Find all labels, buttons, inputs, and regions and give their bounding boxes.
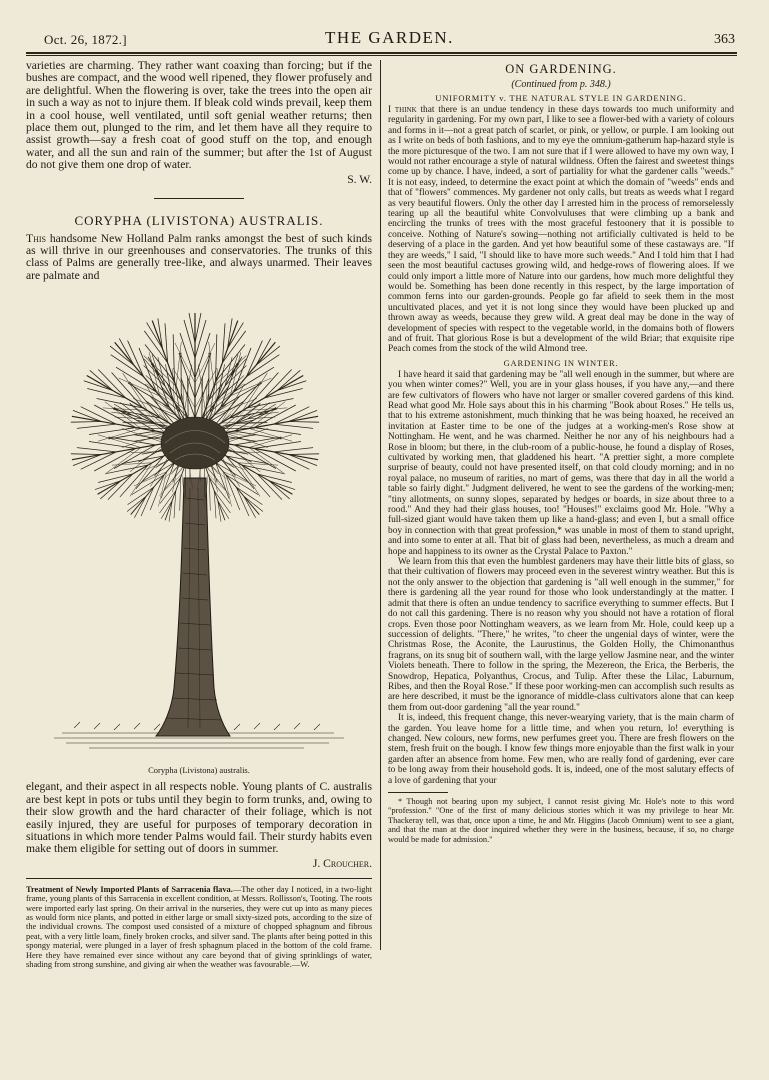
uniformity-paragraph [388, 105, 734, 355]
subhead-uniformity: UNIFORMITY v. THE NATURAL STYLE IN GARDENING. [435, 93, 687, 103]
on-gardening-title: ON GARDENING. [505, 62, 617, 76]
article-lead-word: This [26, 231, 46, 245]
page-number: 363 [714, 32, 735, 47]
note-rule [26, 878, 372, 879]
figure-caption: Corypha (Livistona) australis. [148, 765, 250, 776]
right-column [388, 60, 734, 844]
section-rule [154, 198, 244, 199]
header-rule [26, 52, 737, 54]
journal-title: THE GARDEN. [325, 28, 454, 47]
sarracenia-note [26, 885, 372, 970]
note-title: Treatment of Newly Imported Plants of Sarracenia flava. [26, 884, 233, 894]
article-paragraph-2: elegant, and their aspect in all respects noble. Young plants of C. australis are best kept in pots or tubs until they begin to form trunks, and, owing to their slow growth and the hard character of their foliage, which is not easily injured, they are useful for purposes of temporary decoration in situations in which more tender Palms would fail. Their sturdy habits even make them eligible for setting out of doors in summer. [26, 780, 372, 856]
footnote: * Though not bearing upon my subject, I cannot resist giving Mr. Hole's note to this word "profession." "One of the first of many delicious stories which it was my privilege to hear Mr. Thackeray tell, was that, once upon a time, he and Mr. Higgins (Jacob Omnium) went to see a giant, and that the man at the door inquired whether they were in the business, because, if so, no charge would be made for admission." [388, 797, 734, 844]
uniformity-lead-word: I think [388, 105, 417, 115]
intro-signature: S. W. [347, 172, 372, 186]
left-column [26, 60, 372, 969]
column-divider [380, 60, 381, 950]
note-text: —The other day I noticed, in a two-light frame, young plants of this Sarracenia in excellent condition, at Messrs. Rollisson's, Tooting. The roots were imported early last spring. On their arrival in the nurseries, they were cut up into as many pieces as would form nice plants, and potted in either large or small sixty-sized pots, according to the size of the individual crowns. The compost used consisted of a mixture of chopped sphagnum and fibrous peat, with a very little loam, finely broken crocks, and silver sand. The plants after being potted in this spongy material, were plunged in a layer of fresh sphagnum placed in the bottom of the cold frame. Here they have remained ever since without any care beyond that of giving sprinklings of water, shading from strong sunshine, and giving air when the weather was favourable.—W. [26, 884, 372, 969]
uniformity-text: that there is an undue tendency in these days towards too much uniformity and regularity in gardening. For my own part, I like to see a flower-bed with a variety of colours and forms in it—not a great patch of scarlet, or pink, or yellow, or purple. I am looking out as I write on beds of both fashions, and to my eye the omnium-gatherum hap-hazard style is the more picturesque of the two. I am not sure that if I were allowed to have my own way, I would not rather encourage a style of natural wildness. Often the fairest and sweetest things come up by chance. I have, indeed, a sort of partiality for what the gardener calls "weeds." It is not easy, indeed, to determine the exact point at which the domain of "weeds" ends and that of "flowers" commences. My gardener not only calls, but treats as weeds what I regard as very beautiful flowers. Only the other day I arrested him in the process of remorselessly tearing up all the beautiful white Convolvuluses that were climbing up a bank and encircling the trunks of trees with the most graceful festoonery that it is possible to conceive. Nothing of Nature's sowing—nothing not artificially cultivated is held to be deserving of a place in the garden. And yet how beautiful some of these castaways are. "If they are weeds," I said, "I should like to have more such weeds." And I told him that I had seen the most beautiful cactuses growing wild, and hedge-rows of flowering aloes. If we could only import a little more of Nature into our gardens, how much more delightful they would be. Something has been done recently in this respect, by the large importation of common ferns into our garden-grounds. People go far afield to seek them in the most uncultivated places, and yet it is not long since they would have been plucked up and thrown away as weeds, because they grew wild. A great deal may be done in the way of development of species with respect to the vegetable world, in the domains both of flowers and of fruit. That glorious Rose is but a development of the wild Briar; that exquisite ripe Peach comes from the stock of the wild Almond tree. [388, 105, 734, 355]
winter-paragraph-2: We learn from this that even the humblest gardeners may have their little bits of glass, so that their cultivation of flowers may proceed even in the severest wintry weather. But this is not the only answer to the objection that gardening is "all well enough in the summer," for there is gardening all the year round for those who look understandingly at the matter. I admit that there is often an undue tendency to sacrifice everything to summer effects. But I do not call this gardening. There is no reason why you should not have a rotation of floral crops. Even those poor Nottingham weavers, as we learn from Mr. Hole, could keep up a succession of delights. "There," he writes, "to cheer the ungenial days of winter, were the Christmas Rose, the Aconite, the Laurustinus, the Golden Holly, the Chimonanthus fragrans, on its snug bit of southern wall, with the large yellow Jasmine near, and the winter Violets beneath. There to follow in the spring, the Mezereon, the Erica, the Berberis, the Snowdrop, Hepatica, Polyanthus, Crocus, and Tulip. After these the Lilac, Laburnum, Ribes, and then the Royal Rose." If these poor working-men can accomplish such results as are here described, it must be the ignorance of middle-class cultivators alone that can keep them from out-door gardening "all the year round." [388, 557, 734, 713]
palm-tree-engraving [34, 288, 364, 758]
article-title: CORYPHA (LIVISTONA) AUSTRALIS. [74, 212, 324, 228]
page-header [44, 22, 735, 48]
footnote-rule [388, 792, 448, 793]
subhead-winter: GARDENING IN WINTER. [503, 357, 619, 368]
palm-illustration [26, 288, 372, 763]
intro-paragraph: varieties are charming. They rather want coaxing than forcing; but if the bushes are compact, and the wood well ripened, they flower profusely and are delightful. When the flowering is over, take the trees into the open air in such a way as not to injure them. If bleak cold winds prevail, keep them in a cool house, well ventilated, until soft genial weather returns; then place them out, plunged to the rim, and let them have all they require to assist growth—say a fresh coat of good stuff on the top, and enough water, and all the sun and rain of the summer; but after the 1st of August do not give them one drop of water. [26, 59, 372, 172]
article-text-1: handsome New Holland Palm ranks amongst the best of such kinds as will thrive in our greenhouses and conservatories. The trunks of this class of Palms are generally tree-like, and always unarmed. Their leaves are palmate and [26, 231, 372, 282]
continued-note: (Continued from p. 348.) [511, 79, 611, 90]
winter-paragraph-3: It is, indeed, this frequent change, this never-wearying variety, that is the main charm of the garden. You leave home for a little time, and when you return, lo! everything is changed. New colours, new forms, new perfumes greet you. There are fresh flowers on the stem, fresh fruit on the bough. I know few things more enjoyable than the first walk in your garden after an absence from home. Few men, who are really fond of gardening, ever care to be long away from their household gods. It is, indeed, one of the most salutary effects of a love of gardening that your [388, 713, 734, 786]
header-date: Oct. 26, 1872.] [44, 32, 127, 47]
article-signature: J. Croucher. [312, 856, 372, 870]
article-paragraph-1 [26, 233, 372, 283]
palm-trunk [156, 478, 230, 736]
header-rule-thin [26, 55, 737, 56]
winter-paragraph-1: I have heard it said that gardening may be "all well enough in the summer, but where are you when winter comes?" Well, you are in your glass houses, if you have any,—and there are few cultivators of flowers who have not larger or smaller covered gardens of this kind. Read what good Mr. Hole says about this in his charming "Book about Roses." He tells us, that to his extreme astonishment, much thinking that he was being hoaxed, he received an invitation at Easter time to be one of the judges at a working-men's Rose show at Nottingham. He went, and he was charmed. Neither he nor any of his neighbours had a Rose in bloom; but there, in the club-room of a public-house, he found a display of Roses, cultivated by working men, that gladdened his heart. "A prettier sight, a more complete surprise of beauty, could not have presented itself, on that cold cloudy morning; and in no royal palace, no museum of rarities, no mart of gems, was there that day in all the world a table so fairly dight." Judgment delivered, he went to see the gardens of the working-men; "tiny allotments, on sunny slopes, separated by hedges or boards, in size about three to a rood." And they had their glass houses, too! "Houses!" exclaims good Mr. Hole. "Why a full-sized giant would have taken them up like a hand-glass; and even I, but a small office boy in connection with that great profession,* was unable in most of them to stand upright, and into some to enter at all. That bit of glass had been, nevertheless, as much a dream and hope and happiness to its owner as the Crystal Palace to Paxton." [388, 369, 734, 557]
